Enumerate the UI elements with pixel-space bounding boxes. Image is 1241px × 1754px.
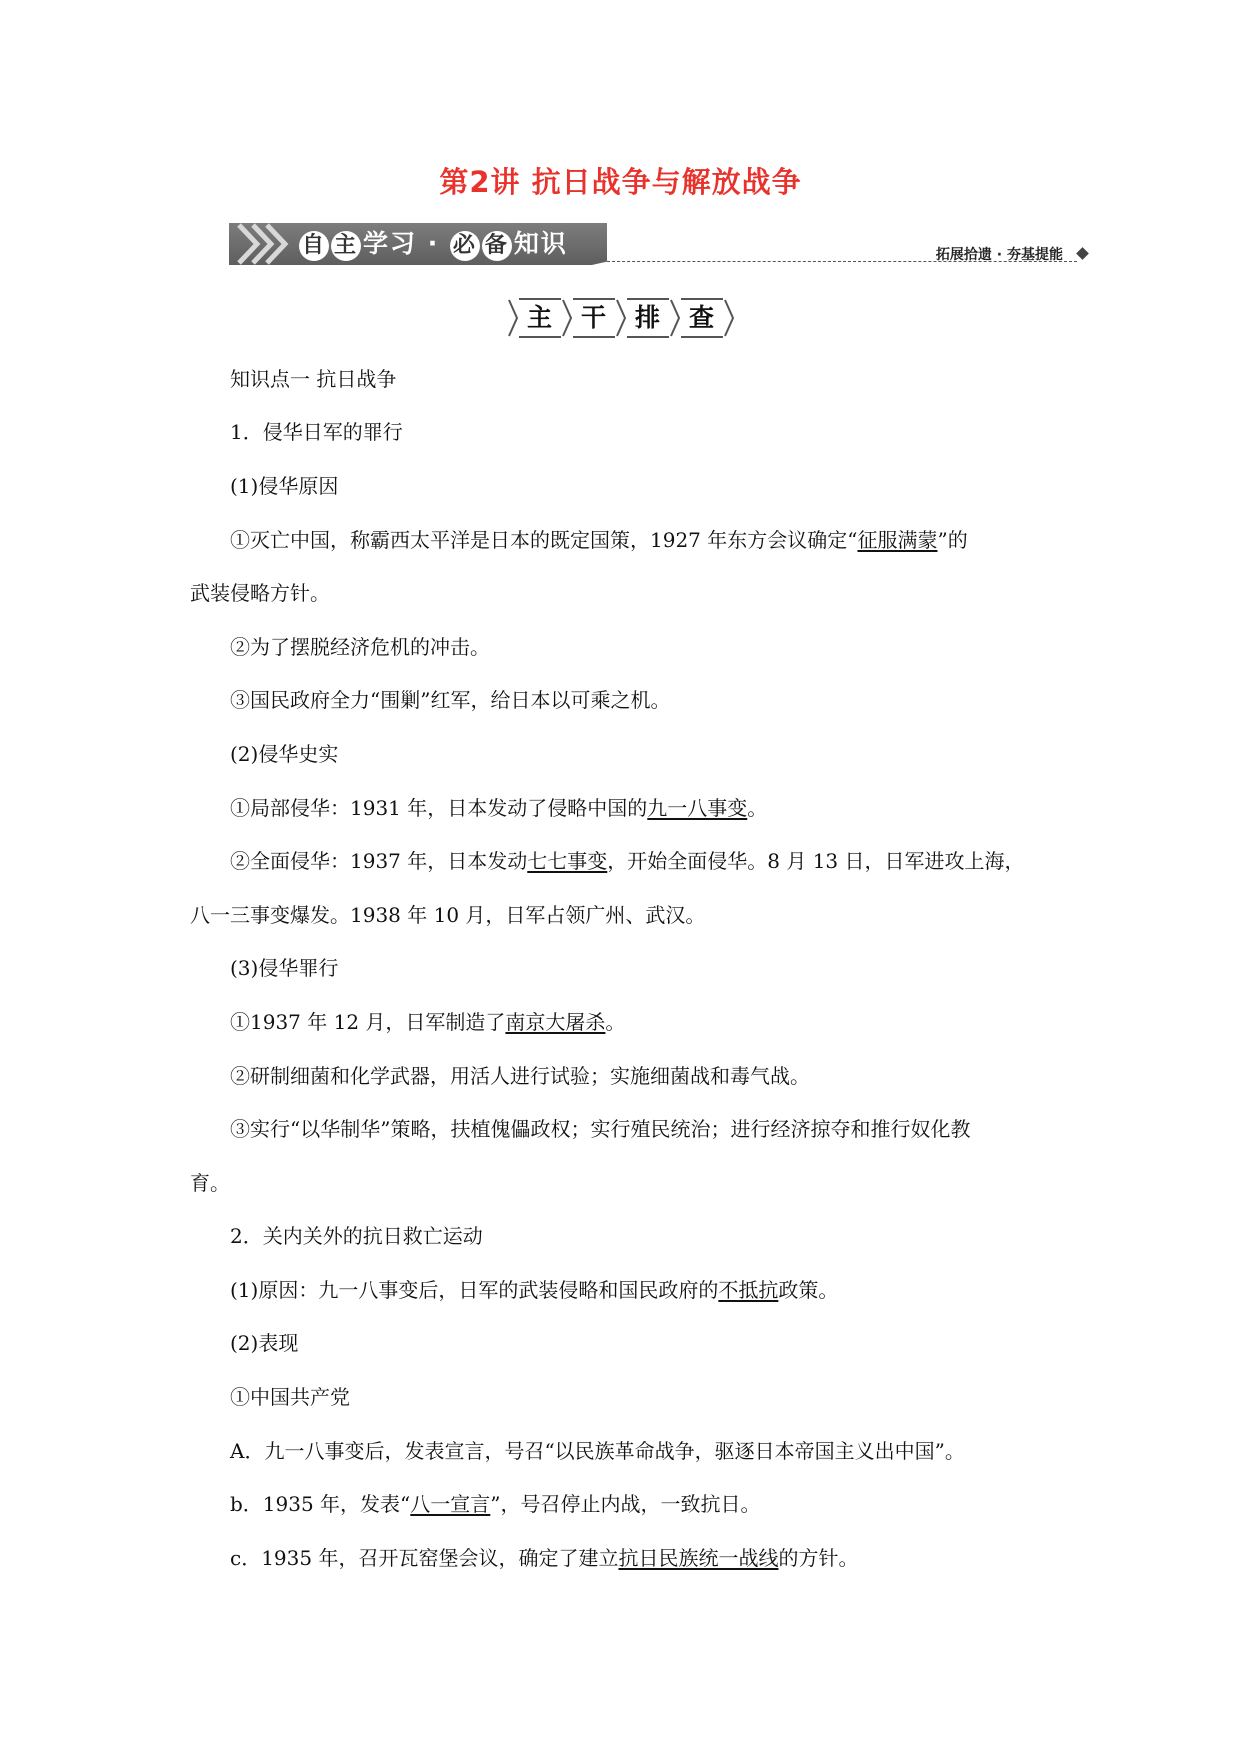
text-segment: ”，号召停止内战，一致抗日。 <box>490 1492 761 1517</box>
text-segment: (2)侵华史实 <box>230 741 339 766</box>
text-line <box>190 1049 1052 1103</box>
text-segment: ②全面侵华：1937 年，日本发动 <box>230 849 528 874</box>
section-header <box>0 298 1241 342</box>
section-header-char: 查 <box>681 298 723 338</box>
text-line <box>190 1317 1052 1371</box>
text-segment: 武装侵略方针。 <box>190 581 330 606</box>
text-line <box>190 1263 1052 1317</box>
text-segment: (1)侵华原因 <box>230 473 339 498</box>
text-segment: (3)侵华罪行 <box>230 956 339 981</box>
banner-text-segment: 学习 · <box>363 229 450 258</box>
text-line <box>190 566 1052 620</box>
banner-char: 必 <box>450 231 480 261</box>
underlined-term: 八一宣言 <box>410 1492 491 1517</box>
banner-char: 自 <box>299 231 329 261</box>
text-segment: 的方针。 <box>778 1545 859 1570</box>
text-segment: ③实行“以华制华”策略，扶植傀儡政权；实行殖民统治；进行经济掠夺和推行奴化教 <box>230 1117 971 1142</box>
underlined-term: 南京大屠杀 <box>505 1009 606 1034</box>
text-segment: ③国民政府全力“围剿”红军，给日本以可乘之机。 <box>230 688 671 713</box>
banner-char: 备 <box>482 231 512 261</box>
underlined-term: 九一八事变 <box>647 795 748 820</box>
text-segment: A．九一八事变后，发表宣言，号召“以民族革命战争，驱逐日本帝国主义出中国”。 <box>230 1438 965 1463</box>
text-segment: (2)表现 <box>230 1331 299 1356</box>
text-line <box>190 781 1052 835</box>
text-segment: 2．关内关外的抗日救亡运动 <box>230 1224 483 1249</box>
underlined-term: 抗日民族统一战线 <box>618 1545 779 1570</box>
text-segment: ”的 <box>937 527 968 552</box>
section-header-char: 排 <box>627 298 669 338</box>
diamond-icon <box>1076 247 1089 260</box>
text-line <box>190 620 1052 674</box>
text-line <box>190 727 1052 781</box>
text-segment: 1．侵华日军的罪行 <box>230 420 403 445</box>
text-segment: ，开始全面侵华。8 月 13 日，日军进攻上海， <box>607 849 1025 874</box>
text-segment: 。 <box>605 1009 626 1034</box>
banner-subtitle: 拓展拾遗 · 夯基提能 <box>935 247 1063 263</box>
text-line <box>190 1370 1052 1424</box>
underlined-term: 不抵抗 <box>718 1277 779 1302</box>
chevron-right-icon <box>507 298 519 338</box>
chevron-right-icon <box>561 298 573 338</box>
text-line <box>190 1477 1052 1531</box>
chevron-right-icon <box>723 298 735 338</box>
text-segment: ①1937 年 12 月，日军制造了 <box>230 1009 506 1034</box>
text-segment: ①中国共产党 <box>230 1385 350 1410</box>
text-line <box>190 942 1052 996</box>
text-segment: 八一三事变爆发。1938 年 10 月，日军占领广州、武汉。 <box>190 902 706 927</box>
text-segment: ①灭亡中国，称霸西太平洋是日本的既定国策，1927 年东方会议确定“ <box>230 527 858 552</box>
text-segment: ②为了摆脱经济危机的冲击。 <box>230 634 490 659</box>
chevron-right-icon <box>615 298 627 338</box>
text-line <box>190 1531 1052 1585</box>
text-segment: 知识点一 抗日战争 <box>230 366 397 391</box>
text-line <box>190 406 1052 460</box>
page-title: 第2讲 抗日战争与解放战争 <box>439 165 802 199</box>
text-line <box>190 674 1052 728</box>
text-line <box>190 1156 1052 1210</box>
banner-title <box>299 227 568 261</box>
text-segment: c．1935 年，召开瓦窑堡会议，确定了建立 <box>230 1545 619 1570</box>
text-segment: (1)原因：九一八事变后，日军的武装侵略和国民政府的 <box>230 1277 719 1302</box>
text-line <box>190 888 1052 942</box>
chevron-right-icon <box>669 298 681 338</box>
text-segment: b．1935 年，发表“ <box>230 1492 411 1517</box>
section-banner <box>229 223 1101 269</box>
text-segment: 。 <box>747 795 768 820</box>
document-body <box>190 352 1052 1585</box>
text-line <box>190 1424 1052 1478</box>
text-line <box>190 1210 1052 1264</box>
text-segment: ①局部侵华：1931 年，日本发动了侵略中国的 <box>230 795 648 820</box>
section-header-char: 干 <box>573 298 615 338</box>
text-segment: 政策。 <box>778 1277 839 1302</box>
underlined-term: 征服满蒙 <box>857 527 938 552</box>
text-line <box>190 834 1052 888</box>
banner-char: 主 <box>331 231 361 261</box>
text-line <box>190 995 1052 1049</box>
text-segment: ②研制细菌和化学武器，用活人进行试验；实施细菌战和毒气战。 <box>230 1063 810 1088</box>
underlined-term: 七七事变 <box>527 849 608 874</box>
text-line <box>190 459 1052 513</box>
text-segment: 育。 <box>190 1170 230 1195</box>
text-line <box>190 352 1052 406</box>
text-line <box>190 513 1052 567</box>
chevron-right-icon <box>235 223 295 265</box>
text-line <box>190 1102 1052 1156</box>
section-header-char: 主 <box>519 298 561 338</box>
banner-text-segment: 知识 <box>513 229 568 258</box>
